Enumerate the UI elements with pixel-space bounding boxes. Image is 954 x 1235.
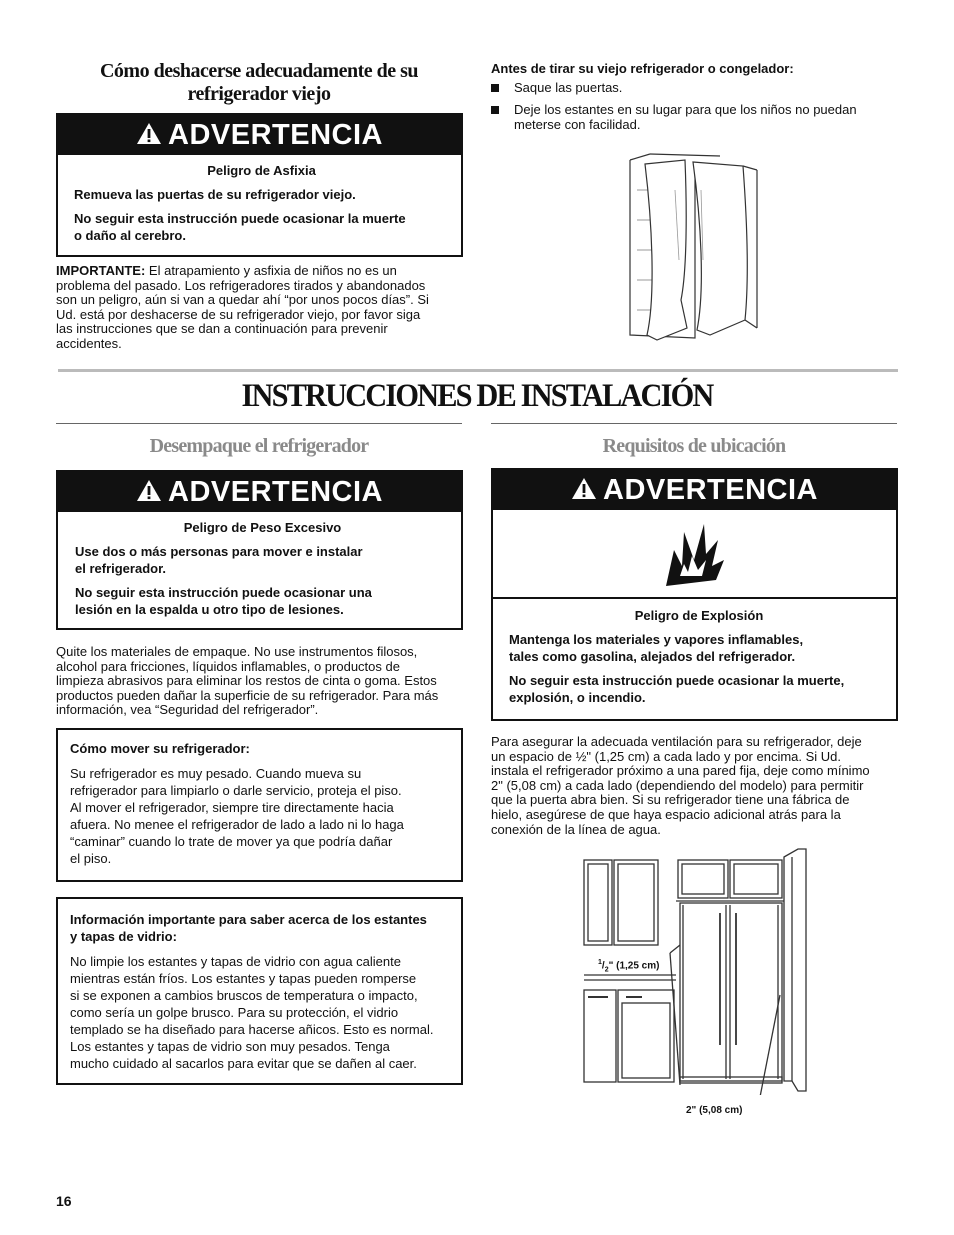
hazard-name: Peligro de Explosión [634, 608, 764, 623]
warning-instruction-line1: Mantenga los materiales y vapores inflamables, [509, 632, 804, 647]
warning-instruction-line2: el refrigerador. [75, 561, 167, 576]
fridge-doors-illustration [625, 150, 765, 345]
important-line: Ud. está por deshacerse de su refrigerador viejo, por favor siga [56, 306, 421, 322]
warning-asphyxia-box [56, 113, 463, 257]
box-line: “caminar” cuando lo trate de mover ya que podría dañar [70, 833, 393, 849]
warning-consequence-line1: No seguir esta instrucción puede ocasionar la muerte [74, 211, 406, 226]
box-line: afuera. No menee el refrigerador de lado a lado ni lo haga [70, 816, 404, 832]
bullet-square-icon [491, 106, 499, 114]
warning-instruction: Remueva las puertas de su refrigerador viejo. [74, 187, 356, 202]
paragraph-line: alcohol para fricciones, líquidos inflamables, o productos de [56, 658, 400, 674]
explosion-icon [660, 520, 728, 588]
warning-title: ADVERTENCIA [603, 474, 818, 506]
fraction-denominator: 2 [604, 966, 609, 974]
warning-triangle-icon [136, 122, 162, 145]
bullet-text: meterse con facilidad. [514, 117, 641, 132]
disposal-heading-line2: refrigerador viejo [187, 83, 331, 105]
paragraph-line: que la puerta abra bien. Si su refrigerador tiene una fábrica de [491, 792, 850, 808]
box-line: refrigerador para limpiarlo o darle servicio, proteja el piso. [70, 782, 402, 798]
paragraph-line: Quite los materiales de empaque. No use instrumentos filosos, [56, 644, 418, 659]
paragraph-line: productos pueden dañar la superficie de su refrigerador. Para más [56, 687, 439, 703]
warning-instruction-line1: Use dos o más personas para mover e instalar [75, 544, 363, 559]
before-disposal-heading: Antes de tirar su viejo refrigerador o congelador: [491, 61, 794, 76]
important-line: accidentes. [56, 335, 122, 351]
warning-header [58, 115, 461, 155]
paragraph-line: hielo, asegúrese de que haya espacio adicional atrás para la [491, 806, 841, 822]
box-line: mucho cuidado al sacarlos para evitar que se dañen al caer. [70, 1056, 417, 1071]
paragraph-line: 2" (5,08 cm) a cada lado (dependiendo del modelo) para permitir [491, 777, 864, 793]
box-line: si se exponen a cambios bruscos de temperatura o impacto, [70, 988, 418, 1003]
main-title: INSTRUCCIONES DE INSTALACIÓN [241, 378, 713, 414]
important-line: problema del pasado. Los refrigeradores tirados y abandonados [56, 277, 426, 293]
important-paragraph [56, 264, 462, 352]
unpack-heading: Desempaque el refrigerador [149, 435, 369, 457]
warning-triangle-icon [571, 477, 597, 500]
warning-consequence-line1: No seguir esta instrucción puede ocasionar la muerte, [509, 673, 845, 688]
paragraph-line: instala el refrigerador próximo a una pared fija, deje como mínimo [491, 763, 870, 779]
box-title-line1: Información importante para saber acerca de los estantes [70, 912, 427, 927]
location-paragraph [491, 735, 901, 837]
fraction-numerator: 1 [598, 959, 602, 966]
box-line: Su refrigerador es muy pesado. Cuando mueva su [70, 765, 362, 781]
box-line: Al mover el refrigerador, siempre tire directamente hacia [70, 799, 394, 815]
warning-consequence-line2: o daño al cerebro. [74, 228, 186, 243]
glass-info-box [56, 897, 463, 1085]
section-divider [58, 369, 898, 372]
warning-explosion-box [491, 468, 898, 721]
column-rule-right [491, 423, 897, 424]
paragraph-line: limpieza abrasivos para eliminar los restos de cinta o goma. Estos [56, 673, 437, 689]
page-number: 16 [56, 1193, 72, 1209]
paragraph-line: información, vea “Seguridad del refrigerador”. [56, 702, 319, 718]
warning-triangle-icon [136, 479, 162, 502]
box-line: el piso. [70, 850, 112, 866]
box-line: mientras están fríos. Los estantes y tapas pueden romperse [70, 971, 417, 986]
box-line: templado se ha diseñado para hacerse añicos. Esto es normal. [70, 1022, 434, 1037]
bullet-square-icon [491, 84, 499, 92]
box-line: Los estantes y tapas de vidrio son muy pesados. Tenga [70, 1039, 390, 1054]
paragraph-line: un espacio de ½" (1,25 cm) a cada lado y por encima. Si Ud. [491, 748, 842, 764]
box-title-line2: y tapas de vidrio: [70, 929, 177, 944]
disposal-heading [56, 60, 462, 106]
hazard-name: Peligro de Asfixia [207, 163, 316, 178]
important-label: IMPORTANTE: [56, 263, 146, 278]
warning-header [493, 470, 896, 510]
warning-title: ADVERTENCIA [168, 476, 383, 508]
box-title: Cómo mover su refrigerador: [70, 741, 250, 756]
bullet-text: Saque las puertas. [514, 80, 623, 95]
moving-info-box [56, 728, 463, 882]
column-rule-left [56, 423, 462, 424]
warning-title: ADVERTENCIA [168, 119, 383, 151]
disposal-heading-line1: Cómo deshacerse adecuadamente de su [99, 60, 419, 82]
important-line: El atrapamiento y asfixia de niños no es un [145, 263, 397, 278]
hazard-name: Peligro de Peso Excesivo [183, 520, 342, 535]
bullet-text: Deje los estantes en su lugar para que los niños no puedan [514, 102, 857, 117]
important-line: son un peligro, aún si van a quedar ahí “por unos pocos días”. Si [56, 292, 429, 308]
location-heading: Requisitos de ubicación [602, 435, 786, 457]
box-line: No limpie los estantes y tapas de vidrio con agua caliente [70, 954, 401, 969]
warning-weight-box [56, 470, 463, 630]
unpack-paragraph [56, 645, 466, 718]
warning-consequence-line2: explosión, o incendio. [509, 690, 646, 705]
warning-instruction-line2: tales como gasolina, alejados del refrigerador. [509, 649, 796, 664]
warning-consequence-line2: lesión en la espalda u otro tipo de lesiones. [75, 602, 344, 617]
box-line: como sería un golpe brusco. Para su protección, el vidrio [70, 1005, 399, 1020]
important-line: las instrucciones que se dan a continuación para prevenir [56, 321, 388, 337]
label-half-inch: $^1/_2$" (1,25 cm) [598, 959, 660, 974]
paragraph-line: conexión de la línea de agua. [491, 821, 661, 837]
paragraph-line: Para asegurar la adecuada ventilación para su refrigerador, deje [491, 734, 862, 749]
label-half-text: " (1,25 cm) [608, 960, 660, 972]
warning-header [58, 472, 461, 512]
label-two-inch: 2" (5,08 cm) [686, 1105, 743, 1116]
warning-consequence-line1: No seguir esta instrucción puede ocasionar una [75, 585, 372, 600]
